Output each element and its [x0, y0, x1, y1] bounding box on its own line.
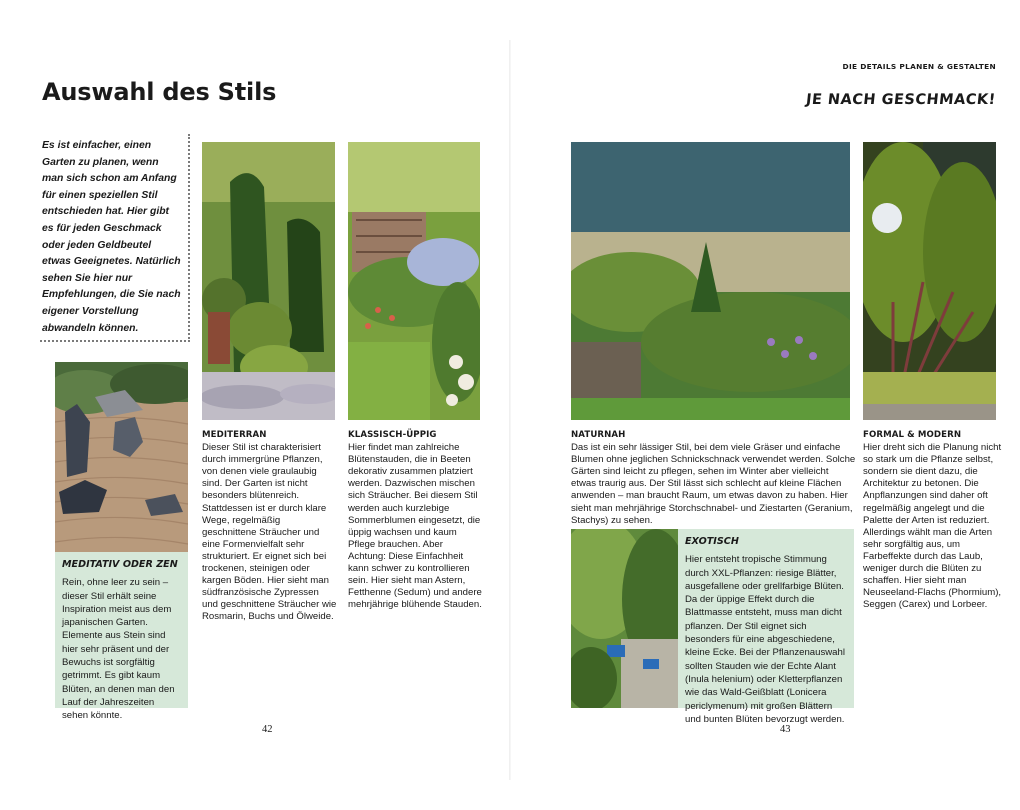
exotisch-heading: EXOTISCH — [685, 536, 739, 547]
hand-heading: JE NACH GESCHMACK! — [805, 92, 997, 108]
klassisch-heading: KLASSISCH-ÜPPIG — [348, 430, 437, 440]
meditativ-box — [55, 552, 188, 722]
exotisch-box — [678, 529, 854, 725]
exotic-garden-photo — [571, 529, 678, 708]
mediterran-text: Dieser Stil ist charakterisiert durch immergrüne Pflanzen, von denen viele graulaubig sind. Der Garten ist nicht besonders blütenreich. Stattdessen ist er durch klare Wege, regelmäßig geschnittene Sträucher und eine Formenvielfalt sehr strukturiert. Er eignet sich bei trockenen, steinigen oder kargen Böden. Hier sieht man südfranzösische Zypressen und geschnittene Sträucher wie Rosmarin, Buchs und Ölweide. — [202, 442, 337, 623]
formal-heading: FORMAL & MODERN — [863, 430, 962, 440]
page-number-left: 42 — [262, 724, 273, 735]
page-title: Auswahl des Stils — [42, 78, 277, 106]
book-gutter — [509, 40, 511, 780]
running-head: DIE DETAILS PLANEN & GESTALTEN — [842, 62, 996, 71]
naturnah-text: Das ist ein sehr lässiger Stil, bei dem viele Gräser und einfache Blumen ohne jeglichen Schnickschnack verwendet werden. Solche Gärten sind leicht zu pflegen, sehen im Winter aber vielleicht etwas traurig aus. Der Stil lässt sich schlecht auf kleine Flächen anwenden – man braucht Raum, um etwas davon zu haben. Hier sieht man mehrjährige Storchschnabel- und Ziestarten (Geranium, Stachys) zu sehen. — [571, 442, 856, 526]
formal-text: Hier dreht sich die Planung nicht so stark um die Pflanze selbst, sondern sie dient dazu, die Architektur zu betonen. Die Anpflanzungen sind daher oft regelmäßig angelegt und die Palette der Arten ist reduziert. Allerdings wählt man die Arten sehr sorgfältig aus, um Farbeffekte durch das Laub, weniger durch die Blüten zu schaffen. Hier sieht man Neuseeland-Flachs (Phormium), Seggen (Carex) und Lorbeer. — [863, 442, 1002, 611]
klassisch-caption — [348, 429, 482, 611]
formal-caption — [863, 429, 1003, 611]
mediterran-caption — [202, 429, 337, 624]
page-number-right: 43 — [780, 724, 791, 735]
mediterran-heading: MEDITERRAN — [202, 430, 267, 440]
exotisch-text: Hier entsteht tropische Stimmung durch XXL-Pflanzen: riesige Blätter, ausgefallene oder grellfarbige Blüten. Da der üppige Effekt durch die Blattmasse entsteht, muss man dicht pflanzen. Der Stil eignet sich besonders für eine abgeschiedene, kleine Ecke. Bei der Pflanzenauswahl sollten Stauden wie der Echte Alant (Inula helenium) oder Kletterpflanzen wie das Wald-Geißblatt (Lonicera periclymenum) mit großen Blättern und bunten Blüten bevorzugt werden. — [685, 554, 845, 725]
naturnah-caption — [571, 429, 856, 527]
formal-garden-photo — [863, 142, 996, 420]
naturnah-heading: NATURNAH — [571, 430, 626, 440]
meditativ-text: Rein, ohne leer zu sein – dieser Stil erhält seine Inspiration meist aus dem japanischen Garten. Elemente aus Stein sind hier sehr präsent und der Bewuchs ist sorgfältig getrimmt. Es gibt kaum Blüten, an denen man den Lauf der Jahreszeiten sehen könnte. — [62, 577, 175, 722]
meditativ-heading: MEDITATIV ODER ZEN — [62, 559, 178, 570]
natural-garden-photo — [571, 142, 850, 420]
klassisch-text: Hier findet man zahlreiche Blütenstauden, die in Beeten dekorativ zusammen platziert werden. Dazwischen mischen sich Sträucher. Bei diesem Stil werden auch kurzlebige Sommerblumen eingesetzt, die üppig wachsen und kaum Pflege brauchen. Aber Achtung: Diese Einfachheit kann schwer zu kontrollieren sein. Hier sieht man Astern, Fetthenne (Sedum) und andere mehrjährige blühende Stauden. — [348, 442, 482, 611]
intro-text: Es ist einfacher, einen Garten zu planen, wenn man sich schon am Anfang für einen speziellen Stil entschieden hat. Hier gibt es für jeden Geschmack oder jeden Geldbeutel etwas Geeignetes. Natürlich sehen Sie hier nur Empfehlungen, die Sie nach eigener Vorstellung abwandeln können. — [40, 134, 190, 342]
zen-garden-photo — [55, 362, 188, 552]
mediterranean-garden-photo — [202, 142, 335, 420]
classic-garden-photo — [348, 142, 480, 420]
